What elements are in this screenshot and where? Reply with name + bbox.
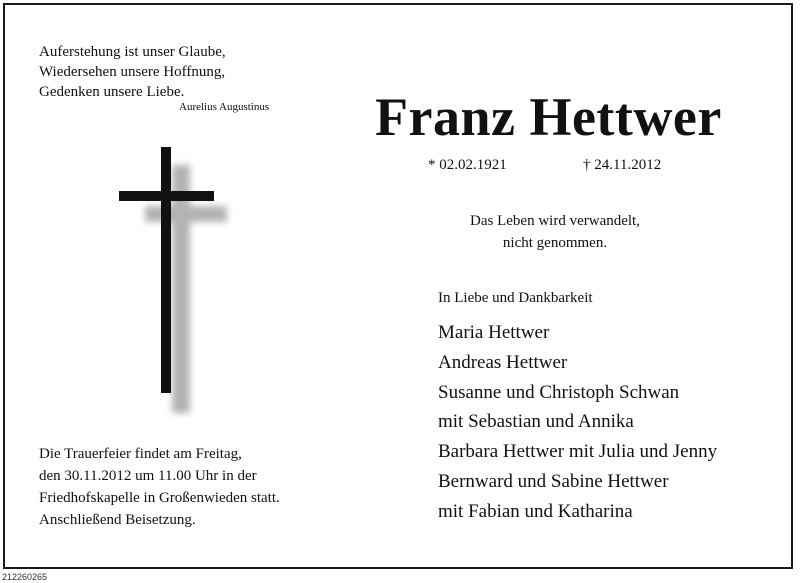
quote-line: Gedenken unsere Liebe. [39,84,185,100]
cross-icon [110,140,240,420]
ceremony-line: Die Trauerfeier findet am Freitag, [39,446,242,462]
family-line: Susanne und Christoph Schwan [438,381,680,403]
cross-shape [119,147,214,393]
family-line: Barbara Hettwer mit Julia und Jenny [438,441,718,463]
ceremony-info [39,443,280,531]
family-line: Andreas Hettwer [438,351,568,373]
deceased-name: Franz Hettwer [375,87,722,147]
family-list [438,318,717,527]
death-date: † 24.11.2012 [583,157,662,173]
motto-line: nicht genommen. [502,235,608,251]
family-line: mit Fabian und Katharina [438,500,633,522]
cross-shadow [145,165,227,413]
ceremony-line: den 30.11.2012 um 11.00 Uhr in der [39,468,257,484]
family-line: Bernward und Sabine Hettwer [438,470,669,492]
family-line: mit Sebastian und Annika [438,411,634,433]
quote-line: Auferstehung ist unser Glaube, [39,44,226,60]
quote-line: Wiedersehen unsere Hoffnung, [39,64,226,80]
motto-line: Das Leben wird verwandelt, [470,213,640,229]
thanks-heading: In Liebe und Dankbarkeit [438,290,593,306]
quote-author: Aurelius Augustinus [179,101,270,113]
quote-block [39,42,269,114]
birth-date: * 02.02.1921 [428,157,507,173]
ceremony-line: Friedhofskapelle in Großenwieden statt. [39,490,280,506]
obituary-notice [3,3,793,569]
motto [425,210,685,254]
ceremony-line: Anschließend Beisetzung. [39,512,196,528]
family-line: Maria Hettwer [438,322,550,343]
document-id: 212260265 [2,572,48,582]
